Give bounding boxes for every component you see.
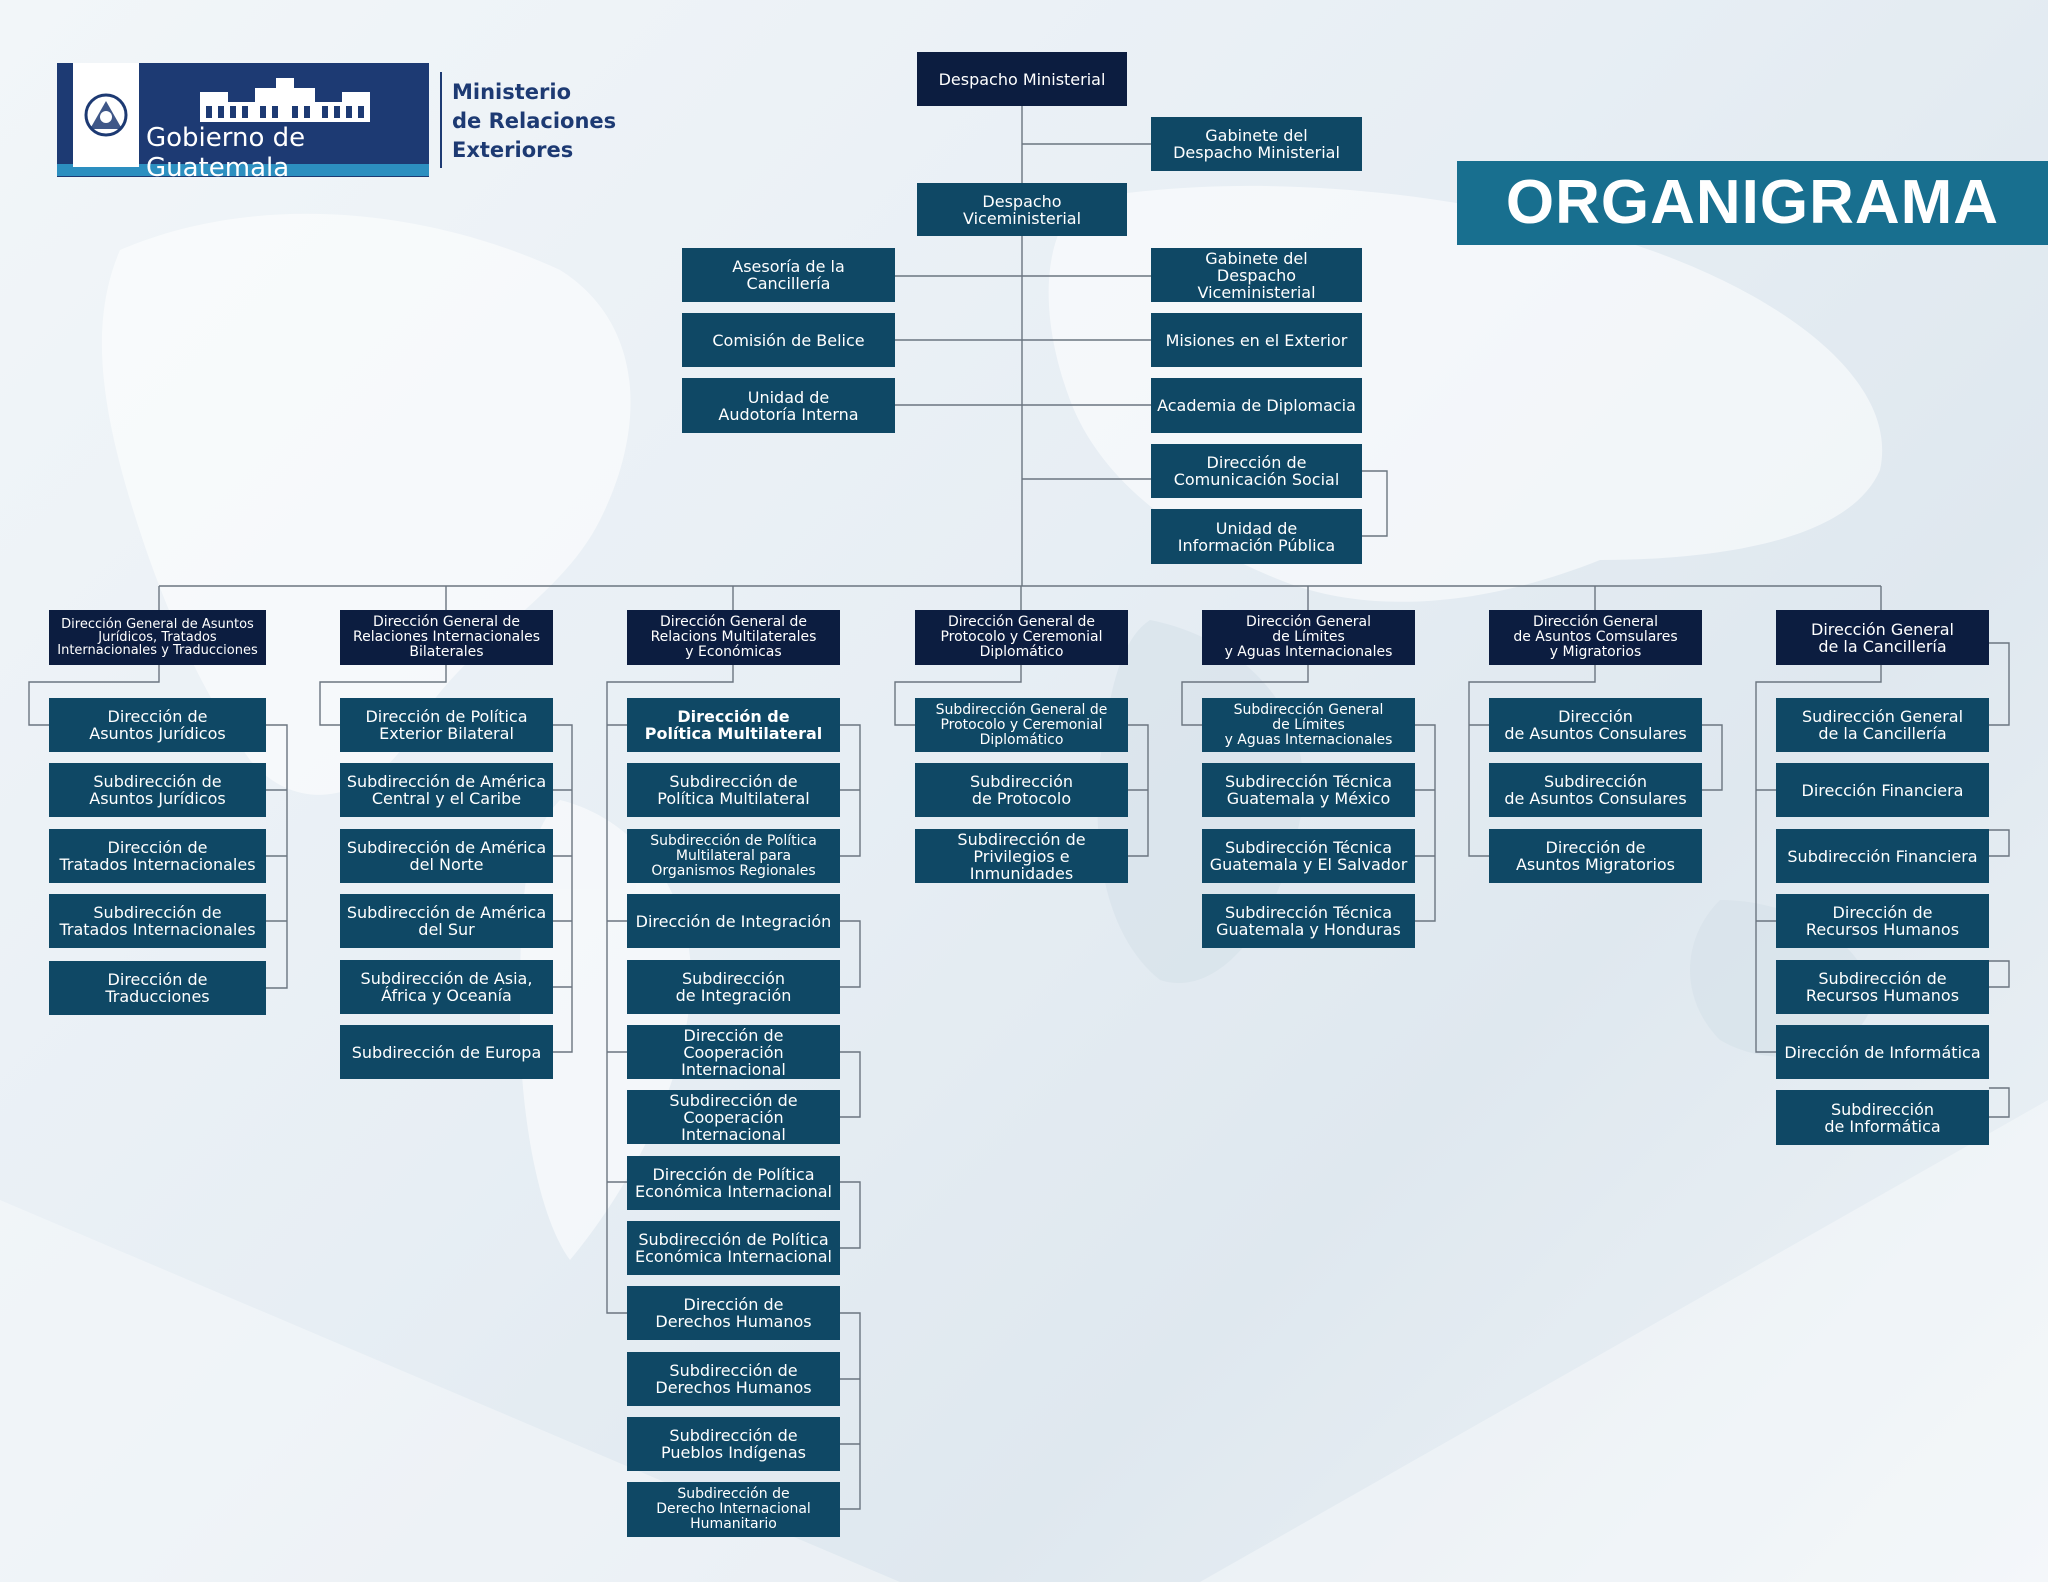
col4-item-2: Subdirección de Protocolo [915,763,1128,817]
comision-belice-box: Comisión de Belice [682,313,895,367]
col1-item-1: Dirección de Asuntos Jurídicos [49,698,266,752]
col5-item-2: Subdirección Técnica Guatemala y México [1202,763,1415,817]
dg-relaciones-bilaterales-box: Dirección General de Relaciones Internacionales Bilaterales [340,610,553,665]
asesoria-box: Asesoría de la Cancillería [682,248,895,302]
col7-item-4: Dirección de Recursos Humanos [1776,894,1989,948]
col2-item-3: Subdirección de América del Norte [340,829,553,883]
col4-item-3: Subdirección de Privilegios e Inmunidades [915,829,1128,883]
col2-item-2: Subdirección de América Central y el Caribe [340,763,553,817]
col1-item-3: Dirección de Tratados Internacionales [49,829,266,883]
col2-item-5: Subdirección de Asia, África y Oceanía [340,960,553,1014]
dg-asuntos-juridicos-box: Dirección General de Asuntos Jurídicos, Tratados Internacionales y Traducciones [49,610,266,665]
col1-item-5: Dirección de Traducciones [49,961,266,1015]
page-title: ORGANIGRAMA [1457,161,2048,245]
academia-diplomacia-box: Academia de Diplomacia [1151,378,1362,433]
despacho-viceministerial-box: Despacho Viceministerial [917,183,1127,236]
dg-relaciones-multilaterales-box: Dirección General de Relacions Multilaterales y Económicas [627,610,840,665]
col3-item-3: Subdirección de Política Multilateral para Organismos Regionales [627,829,840,883]
col7-item-7: Subdirección de Informática [1776,1090,1989,1145]
col3-item-1: Dirección de Política Multilateral [627,698,840,752]
auditoria-interna-box: Unidad de Audotoría Interna [682,378,895,433]
despacho-ministerial-box: Despacho Ministerial [917,52,1127,106]
ministry-name: Ministerio de Relaciones Exteriores [452,80,617,162]
col6-item-2: Subdirección de Asuntos Consulares [1489,763,1702,817]
col4-item-1: Subdirección General de Protocolo y Ceremonial Diplomático [915,698,1128,752]
col3-item-5: Subdirección de Integración [627,960,840,1014]
col1-item-2: Subdirección de Asuntos Jurídicos [49,763,266,817]
col7-item-6: Dirección de Informática [1776,1025,1989,1079]
col3-item-13: Subdirección de Derecho Internacional Humanitario [627,1482,840,1537]
col3-item-4: Dirección de Integración [627,894,840,948]
col2-item-6: Subdirección de Europa [340,1025,553,1079]
gabinete-ministerial-box: Gabinete del Despacho Ministerial [1151,117,1362,171]
informacion-publica-box: Unidad de Información Pública [1151,509,1362,564]
col3-item-6: Dirección de Cooperación Internacional [627,1025,840,1079]
dg-limites-box: Dirección General de Límites y Aguas Internacionales [1202,610,1415,665]
col1-item-4: Subdirección de Tratados Internacionales [49,894,266,948]
national-palace-icon [200,78,370,122]
col5-item-4: Subdirección Técnica Guatemala y Honduras [1202,894,1415,948]
comunicacion-social-box: Dirección de Comunicación Social [1151,444,1362,498]
dg-protocolo-box: Dirección General de Protocolo y Ceremonial Diplomático [915,610,1128,665]
col3-item-11: Subdirección de Derechos Humanos [627,1352,840,1406]
col7-item-1: Sudirección General de la Cancillería [1776,698,1989,752]
col3-item-12: Subdirección de Pueblos Indígenas [627,1417,840,1471]
dg-cancilleria-box: Dirección General de la Cancillería [1776,610,1989,665]
col2-item-1: Dirección de Política Exterior Bilateral [340,698,553,752]
col3-item-2: Subdirección de Política Multilateral [627,763,840,817]
government-name: Gobierno de Guatemala [146,123,306,183]
col3-item-8: Dirección de Política Económica Internacional [627,1156,840,1210]
col3-item-7: Subdirección de Cooperación Internacional [627,1090,840,1144]
col3-item-9: Subdirección de Política Económica Internacional [627,1221,840,1275]
col7-item-5: Subdirección de Recursos Humanos [1776,960,1989,1014]
misiones-exterior-box: Misiones en el Exterior [1151,313,1362,367]
coat-of-arms-icon [73,63,139,167]
col3-item-10: Dirección de Derechos Humanos [627,1286,840,1340]
dg-asuntos-consulares-box: Dirección General de Asuntos Comsulares y Migratorios [1489,610,1702,665]
gabinete-viceministerial-box: Gabinete del Despacho Viceministerial [1151,248,1362,302]
col5-item-1: Subdirección General de Límites y Aguas Internacionales [1202,698,1415,752]
col6-item-1: Dirección de Asuntos Consulares [1489,698,1702,752]
col7-item-2: Dirección Financiera [1776,763,1989,817]
col6-item-3: Dirección de Asuntos Migratorios [1489,829,1702,883]
logo-divider [440,72,442,168]
col7-item-3: Subdirección Financiera [1776,829,1989,883]
col2-item-4: Subdirección de América del Sur [340,894,553,948]
col5-item-3: Subdirección Técnica Guatemala y El Salvador [1202,829,1415,883]
